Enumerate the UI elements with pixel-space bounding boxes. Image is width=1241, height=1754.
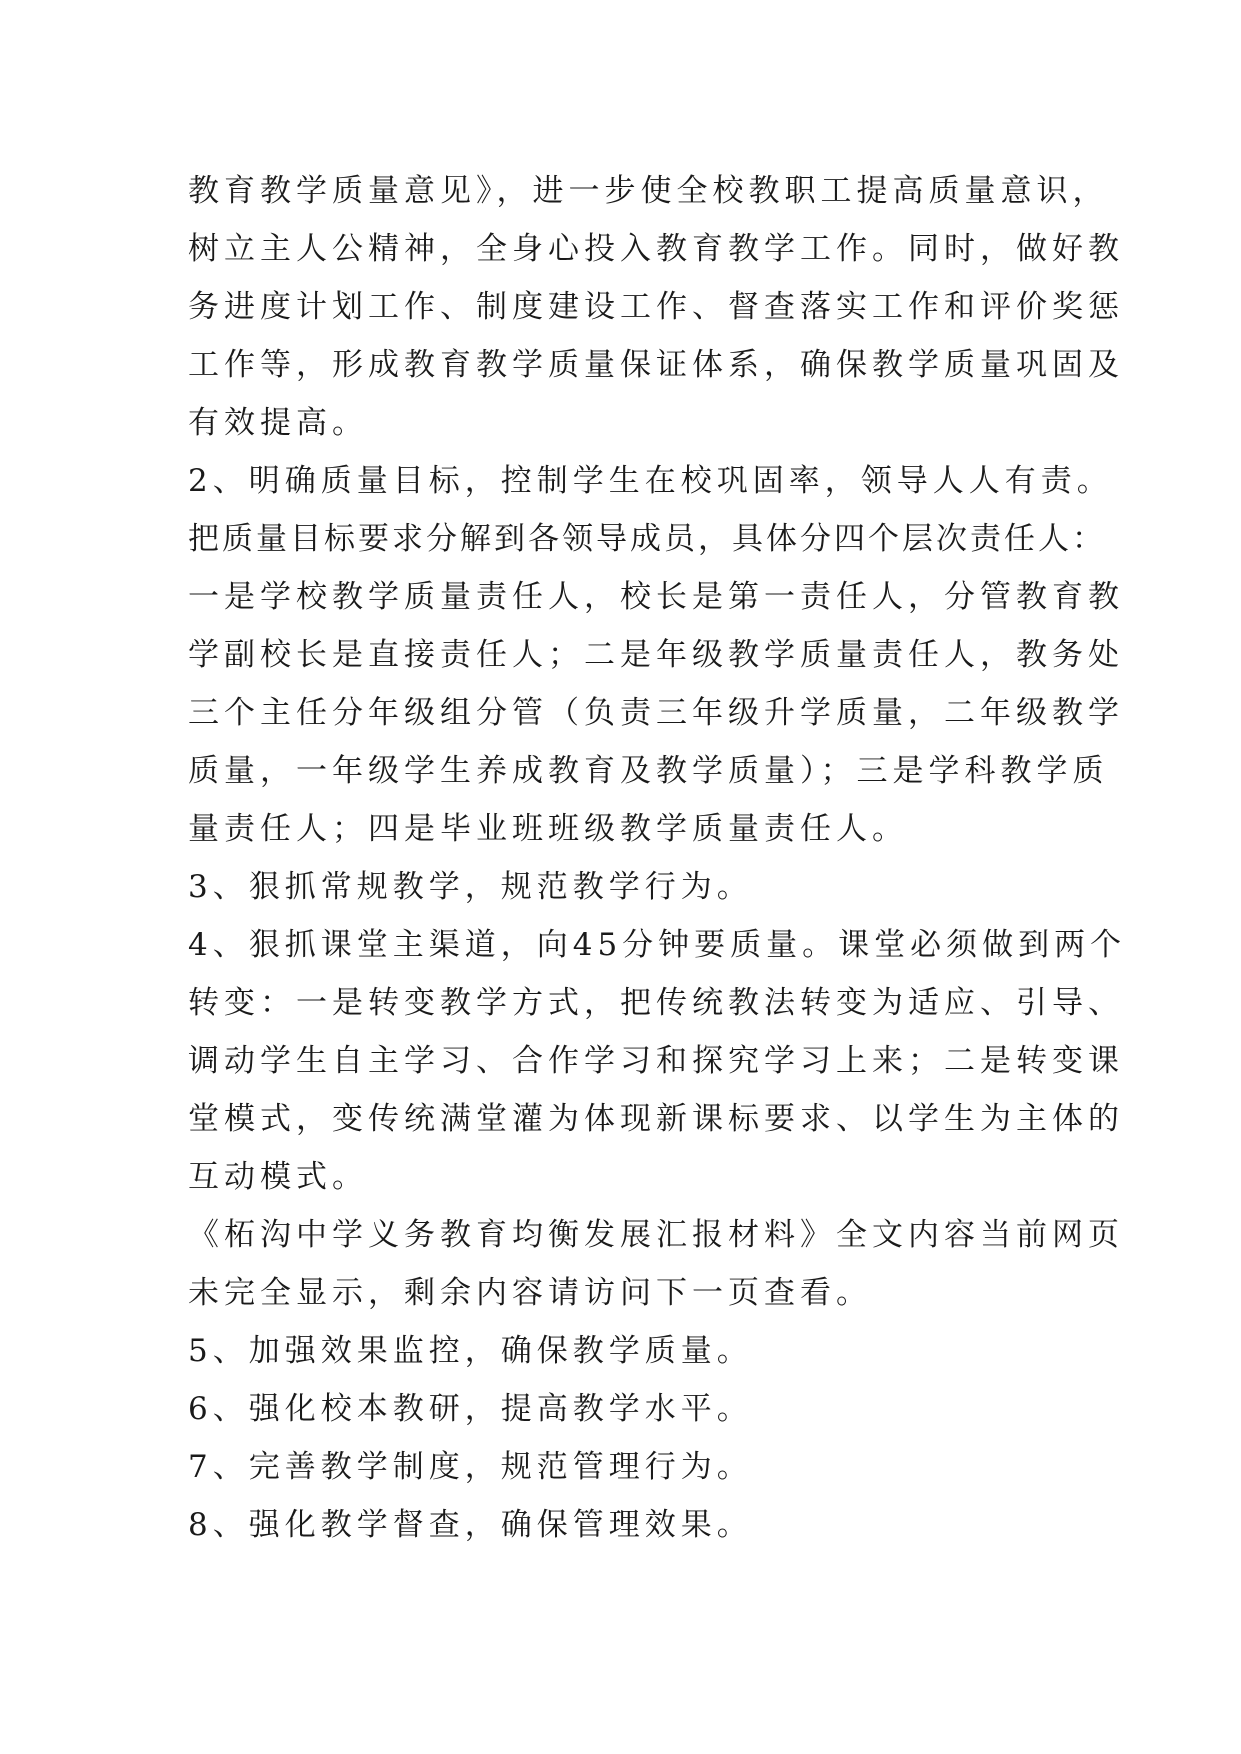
text-line: 调动学生自主学习、合作学习和探究学习上来；二是转变课: [188, 1043, 1124, 1079]
text-line: 5、加强效果监控，确保教学质量。: [188, 1333, 753, 1369]
text-line: 学副校长是直接责任人；二是年级教学质量责任人，教务处: [188, 637, 1124, 673]
text-line: 把质量目标要求分解到各领导成员，具体分四个层次责任人：: [188, 521, 1106, 557]
text-line: 互动模式。: [188, 1159, 368, 1195]
text-line: 务进度计划工作、制度建设工作、督查落实工作和评价奖惩: [188, 289, 1124, 325]
text-line: 教育教学质量意见》，进一步使全校教职工提高质量意识，: [188, 173, 1109, 209]
text-line: 4、狠抓课堂主渠道，向45分钟要质量。课堂必须做到两个: [188, 927, 1127, 963]
text-line: 3、狠抓常规教学，规范教学行为。: [188, 869, 753, 905]
text-line: 工作等，形成教育教学质量保证体系，确保教学质量巩固及: [188, 347, 1124, 383]
text-line: 2、明确质量目标，控制学生在校巩固率，领导人人有责。: [188, 463, 1113, 499]
text-line: 7、完善教学制度，规范管理行为。: [188, 1449, 753, 1485]
text-line: 量责任人；四是毕业班班级教学质量责任人。: [188, 811, 908, 847]
text-line: 转变：一是转变教学方式，把传统教法转变为适应、引导、: [188, 985, 1124, 1021]
text-line: 6、强化校本教研，提高教学水平。: [188, 1391, 753, 1427]
text-line: 《柘沟中学义务教育均衡发展汇报材料》全文内容当前网页: [188, 1217, 1124, 1253]
text-line: 堂模式，变传统满堂灌为体现新课标要求、以学生为主体的: [188, 1101, 1124, 1137]
text-line: 质量，一年级学生养成教育及教学质量）；三是学科教学质: [188, 753, 1109, 789]
text-line: 树立主人公精神，全身心投入教育教学工作。同时，做好教: [188, 231, 1124, 267]
text-line: 未完全显示，剩余内容请访问下一页查看。: [188, 1275, 872, 1311]
body-text: [188, 162, 1127, 1554]
text-line: 有效提高。: [188, 405, 368, 441]
text-line: 8、强化教学督查，确保管理效果。: [188, 1507, 753, 1543]
text-line: 一是学校教学质量责任人，校长是第一责任人，分管教育教: [188, 579, 1124, 615]
text-line: 三个主任分年级组分管（负责三年级升学质量，二年级教学: [188, 695, 1124, 731]
